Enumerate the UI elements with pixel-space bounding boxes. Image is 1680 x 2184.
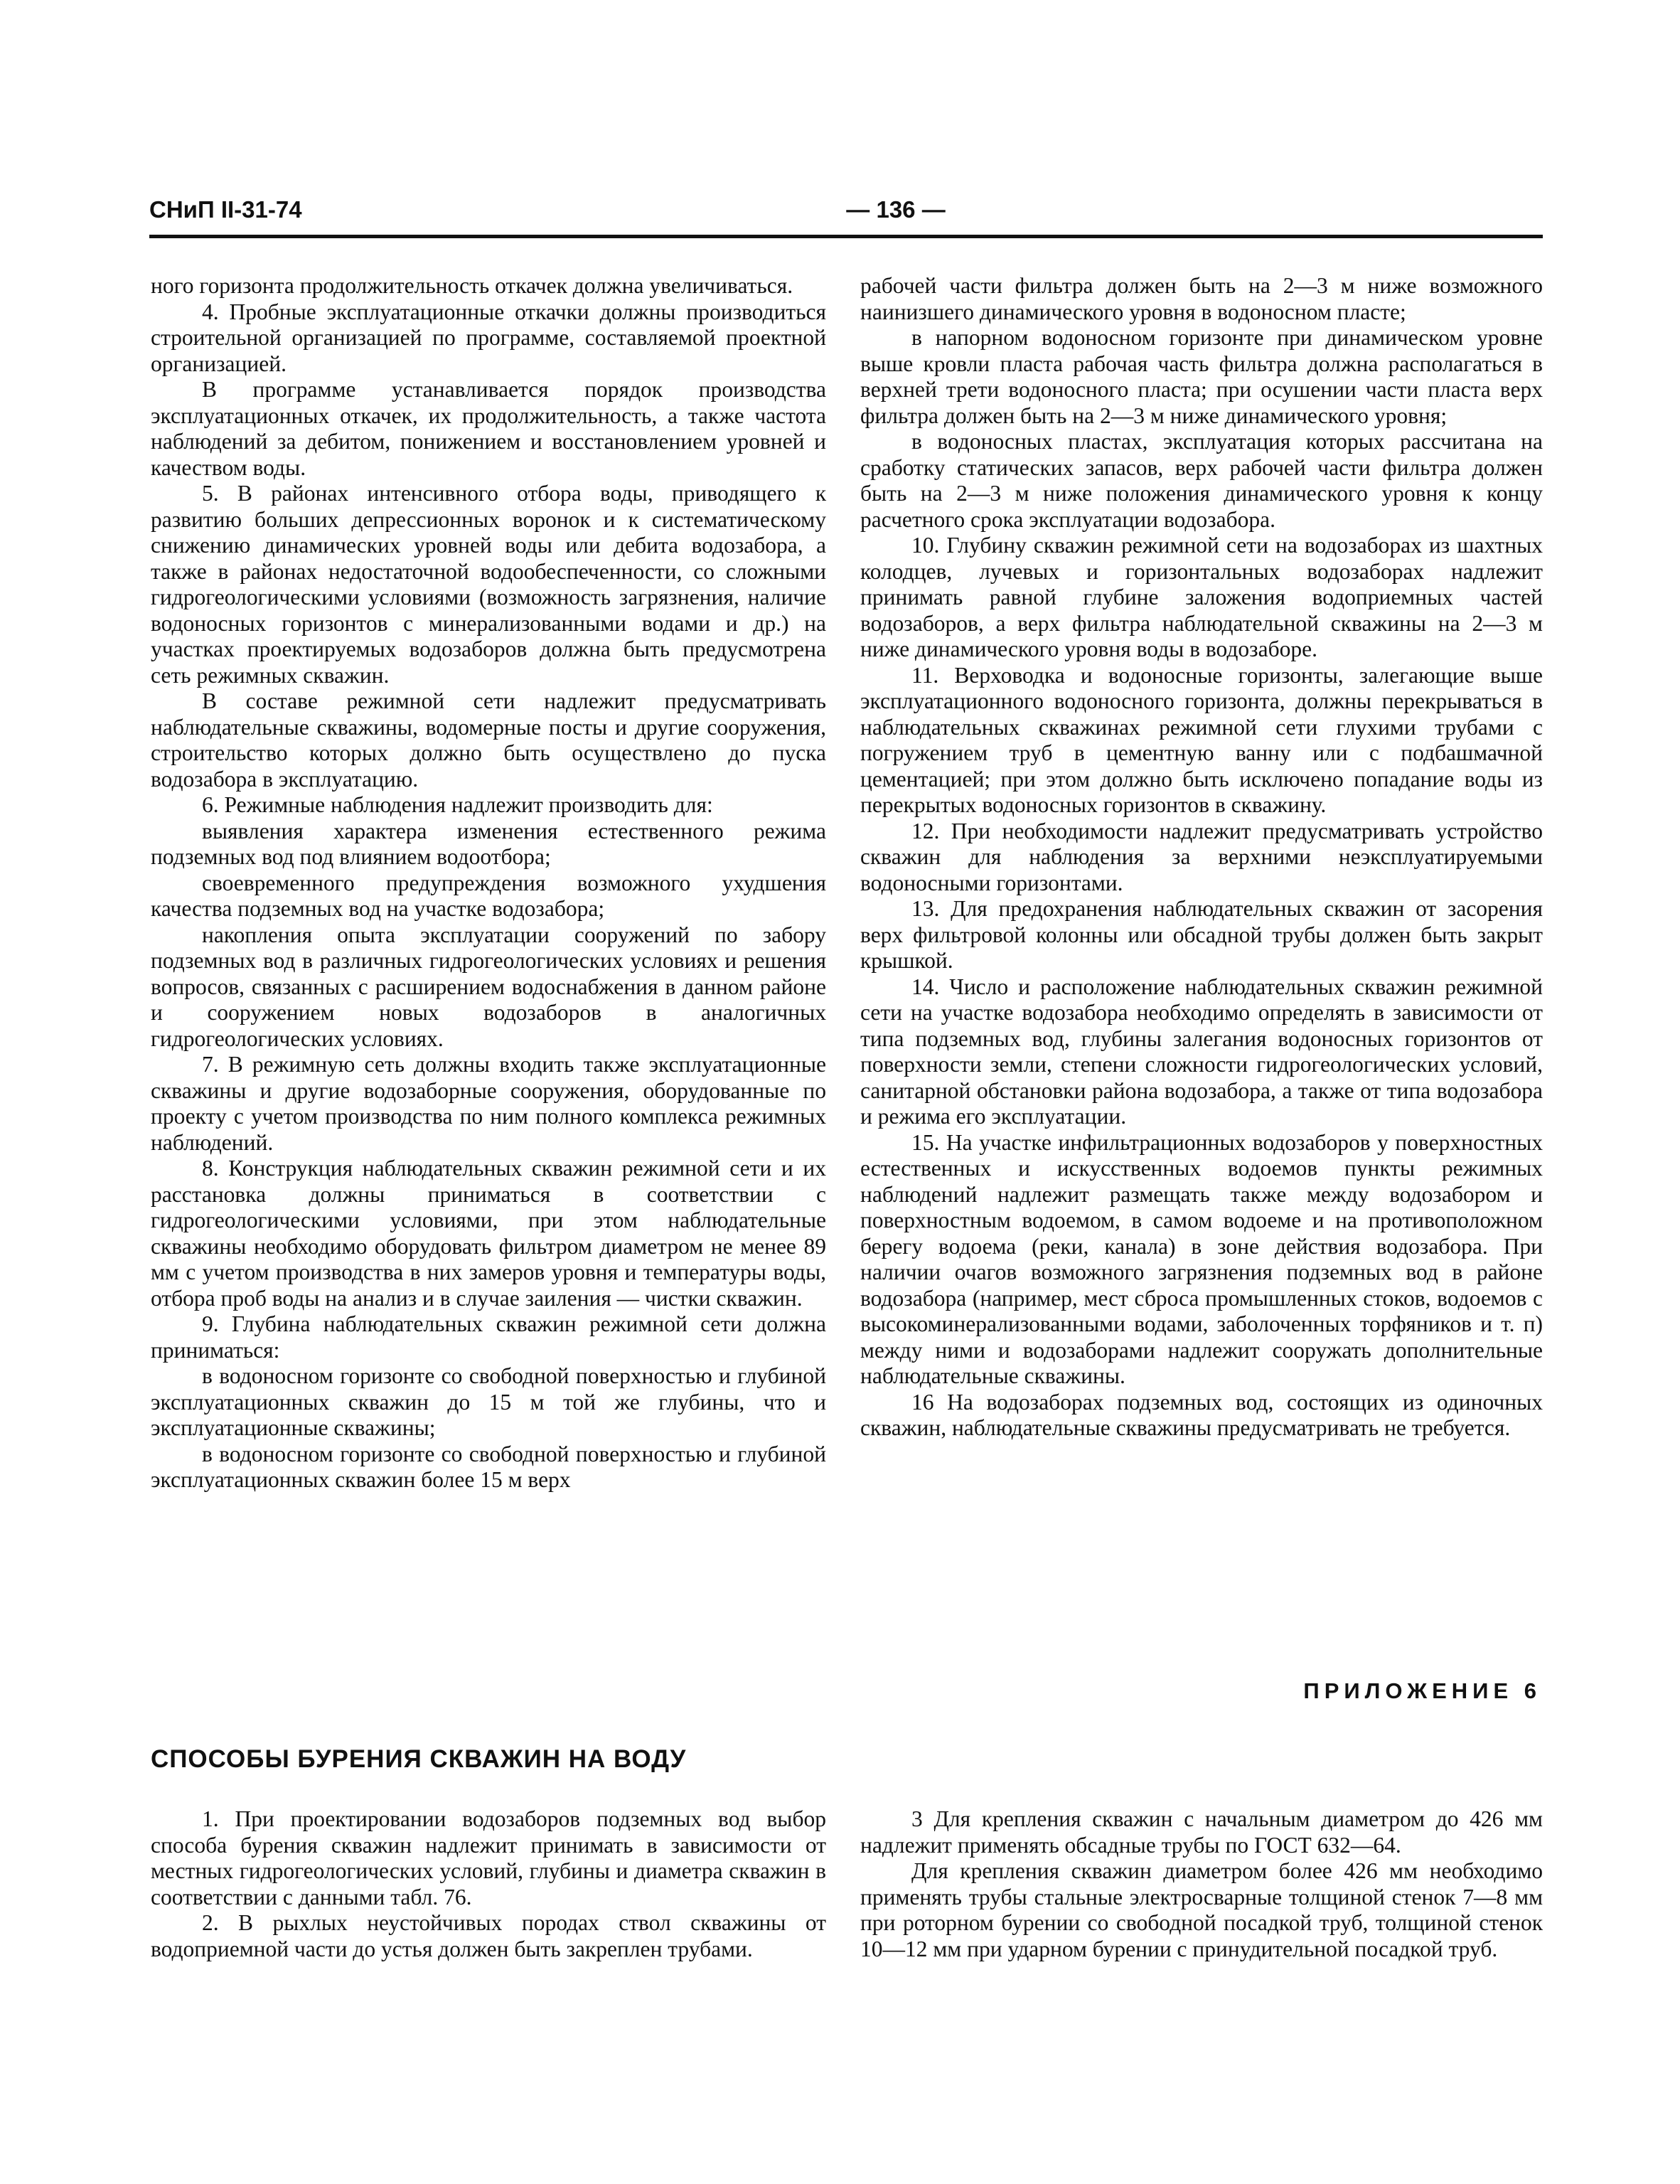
paragraph: 12. При необходимости надлежит предусматривать устройство скважин для наблюдения за верхними неэксплуатируемыми водоносными горизонтами. [860,818,1543,895]
appendix-label: ПРИЛОЖЕНИЕ 6 [1303,1678,1541,1703]
paragraph: 13. Для предохранения наблюдательных скважин от засорения верх фильтровой колонны или обсадной трубы должен быть закрыт крышкой. [860,896,1543,973]
paragraph: 11. Верховодка и водоносные горизонты, залегающие выше эксплуатационного водоносного горизонта, должны перекрываться в наблюдательных скважинах режимной сети глухими трубами с погружением труб в цементную ванну или с подбашмачной цементацией; при этом должно быть исключено попадание воды из перекрытых водоносных горизонтов в скважину. [860,662,1543,817]
paragraph: 2. В рыхлых неустойчивых породах ствол скважины от водоприемной части до устья должен быть закреплен трубами. [151,1910,826,1961]
paragraph: 10. Глубину скважин режимной сети на водозаборах из шахтных колодцев, лучевых и горизонтальных водозаборах надлежит принимать равной глубине заложения водоприемных частей водозаборов, а верх фильтра наблюдательной скважины на 2—3 м ниже динамического уровня воды в водозаборе. [860,533,1543,661]
paragraph: 5. В районах интенсивного отбора воды, приводящего к развитию больших депрессионных воронок и к систематическому снижению динамических уровней воды или дебита водозабора, а также в районах недостаточной водообеспеченности, со сложными гидрогеологическими условиями (возможность загрязнения, наличие водоносных горизонтов с минерализованными водами и др.) на участках проектируемых водозаборов должна быть предусмотрена сеть режимных скважин. [151,481,826,688]
paragraph: своевременного предупреждения возможного ухудшения качества подземных вод на участке водозабора; [151,870,826,921]
bottom-left-text-column [151,1806,826,1962]
paragraph: в водоносном горизонте со свободной поверхностью и глубиной эксплуатационных скважин до 15 м той же глубины, что и эксплуатационные скважины; [151,1363,826,1440]
section-title: СПОСОБЫ БУРЕНИЯ СКВАЖИН НА ВОДУ [151,1745,687,1773]
paragraph: в напорном водоносном горизонте при динамическом уровне выше кровли пласта рабочая часть фильтра должна располагаться в верхней трети водоносного пласта; при осушении части пласта верх фильтра должен быть на 2—3 м ниже динамического уровня; [860,325,1543,428]
paragraph: накопления опыта эксплуатации сооружений по забору подземных вод в различных гидрогеологических условиях и решения вопросов, связанных с расширением водоснабжения в данном районе и сооружением новых водозаборов в аналогичных гидрогеологических условиях. [151,922,826,1051]
paragraph: Для крепления скважин диаметром более 426 мм необходимо применять трубы стальные электросварные толщиной стенок 7—8 мм при роторном бурении со свободной посадкой труб, толщиной стенок 10—12 мм при ударном бурении с принудительной посадкой труб. [860,1858,1543,1961]
paragraph: В программе устанавливается порядок производства эксплуатационных откачек, их продолжительность, а также частота наблюдений за дебитом, понижением и восстановлением уровней и качеством воды. [151,377,826,480]
paragraph: выявления характера изменения естественного режима подземных вод под влиянием водоотбора; [151,818,826,869]
paragraph: 3 Для крепления скважин с начальным диаметром до 426 мм надлежит применять обсадные трубы по ГОСТ 632—64. [860,1806,1543,1858]
header-rule [149,235,1543,238]
paragraph: 1. При проектировании водозаборов подземных вод выбор способа бурения скважин надлежит принимать в зависимости от местных гидрогеологических условий, глубины и диаметра скважин в соответствии с данными табл. 76. [151,1806,826,1909]
paragraph: 16 На водозаборах подземных вод, состоящих из одиночных скважин, наблюдательные скважины предусматривать не требуется. [860,1389,1543,1440]
paragraph: 9. Глубина наблюдательных скважин режимной сети должна приниматься: [151,1311,826,1363]
paragraph: 15. На участке инфильтрационных водозаборов у поверхностных естественных и искусственных водоемов пункты режимных наблюдений надлежит размещать также между водозабором и поверхностным водоемом, в самом водоеме и на противоположном берегу водоема (реки, канала) в зоне действия водозабора. При наличии очагов возможного загрязнения подземных вод в районе водозабора (например, мест сброса промышленных стоков, водоемов с высокоминерализованными водами, заболоченных торфяников и т. п) между ними и водозаборами надлежит сооружать дополнительные наблюдательные скважины. [860,1129,1543,1388]
paragraph: 8. Конструкция наблюдательных скважин режимной сети и их расстановка должны приниматься в соответствии с гидрогеологическими условиями, при этом наблюдательные скважины необходимо оборудовать фильтром диаметром не менее 89 мм с учетом производства в них замеров уровня и температуры воды, отбора проб воды на анализ и в случае заиления — чистки скважин. [151,1156,826,1311]
paragraph: В составе режимной сети надлежит предусматривать наблюдательные скважины, водомерные посты и другие сооружения, строительство которых должно быть осуществлено до пуска водозабора в эксплуатацию. [151,688,826,792]
page-number: — 136 — [846,196,946,223]
page-header [149,196,1543,239]
bottom-right-text-column [860,1806,1543,1962]
paragraph: 4. Пробные эксплуатационные откачки должны производиться строительной организацией по программе, составляемой проектной организацией. [151,299,826,376]
paragraph: в водоносных пластах, эксплуатация которых рассчитана на сработку статических запасов, верх рабочей части фильтра должен быть на 2—3 м ниже положения динамического уровня к концу расчетного срока эксплуатации водозабора. [860,429,1543,532]
paragraph: 14. Число и расположение наблюдательных скважин режимной сети на участке водозабора необходимо определять в зависимости от типа подземных вод, глубины залегания водоносных горизонтов от поверхности земли, степени сложности гидрогеологических условий, санитарной обстановки района водозабора, а также от типа водозабора и режима его эксплуатации. [860,974,1543,1129]
paragraph: 7. В режимную сеть должны входить также эксплуатационные скважины и другие водозаборные сооружения, оборудованные по проекту с учетом производства по ним полного комплекса режимных наблюдений. [151,1052,826,1155]
paragraph: рабочей части фильтра должен быть на 2—3 м ниже возможного наинизшего динамического уровня в водоносном пласте; [860,273,1543,324]
paragraph: в водоносном горизонте со свободной поверхностью и глубиной эксплуатационных скважин более 15 м верх [151,1441,826,1492]
document-code: СНиП II-31-74 [149,196,302,223]
left-text-column [151,273,826,1493]
paragraph: ного горизонта продолжительность откачек должна увеличиваться. [151,273,793,298]
paragraph: 6. Режимные наблюдения надлежит производить для: [202,792,713,817]
right-text-column [860,273,1543,1442]
